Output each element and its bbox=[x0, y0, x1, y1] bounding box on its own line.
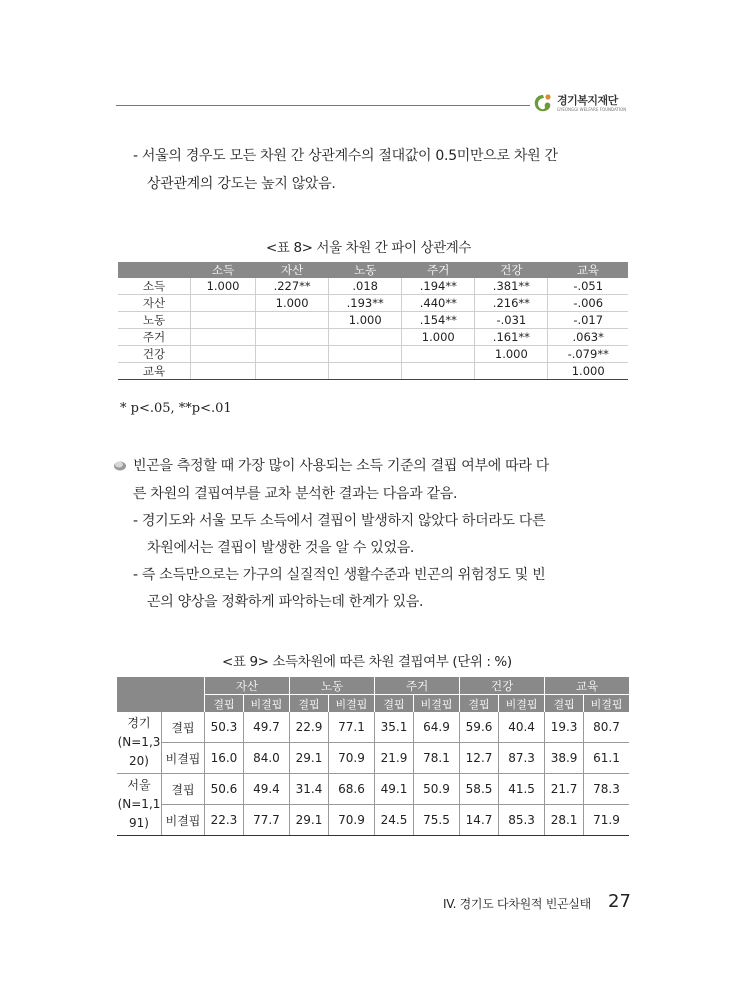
table9-sub-header: 결핍 bbox=[375, 695, 414, 713]
table8-col-header: 소득 bbox=[191, 262, 256, 278]
body-dash1-line1: - 경기도와 서울 모두 소득에서 결핍이 발생하지 않았다 하더라도 다른 bbox=[133, 513, 546, 529]
table9-corner bbox=[117, 677, 205, 712]
row-header: 건강 bbox=[118, 346, 191, 363]
table-row bbox=[117, 805, 629, 836]
table-cell: 14.7 bbox=[460, 805, 499, 836]
table-cell: .440** bbox=[402, 295, 475, 312]
table-cell: .381** bbox=[475, 278, 548, 295]
body-line-2: 른 차원의 결핍여부를 교차 분석한 결과는 다음과 같음. bbox=[133, 486, 458, 502]
logo-name: 경기복지재단 bbox=[557, 94, 618, 107]
table9-sub-header: 결핍 bbox=[290, 695, 329, 713]
table-cell bbox=[402, 346, 475, 363]
table-row bbox=[118, 312, 628, 329]
table-row bbox=[118, 278, 628, 295]
group-label-gyeonggi: 경기 (N=1,3 20) bbox=[117, 712, 162, 774]
table-cell bbox=[191, 312, 256, 329]
table-row bbox=[118, 346, 628, 363]
row-header: 노동 bbox=[118, 312, 191, 329]
category-cell: 결핍 bbox=[162, 774, 205, 805]
table-cell: 78.1 bbox=[413, 743, 459, 774]
table-cell: 77.1 bbox=[328, 712, 374, 743]
table8-col-header: 주거 bbox=[402, 262, 475, 278]
table-row bbox=[117, 743, 629, 774]
table-cell: .216** bbox=[475, 295, 548, 312]
table9-dimension-header: 주거 bbox=[375, 677, 460, 695]
table9-header-row bbox=[117, 677, 629, 695]
table-cell: 16.0 bbox=[205, 743, 244, 774]
table-cell: 1.000 bbox=[191, 278, 256, 295]
body-dash2-line1: - 즉 소득만으로는 가구의 실질적인 생활수준과 빈곤의 위험정도 및 빈 bbox=[133, 567, 546, 583]
foundation-logo bbox=[532, 92, 626, 114]
table-cell bbox=[191, 363, 256, 380]
body-line-1: 빈곤을 측정할 때 가장 많이 사용되는 소득 기준의 결핍 여부에 따라 다 bbox=[133, 458, 549, 474]
table9-sub-header: 결핍 bbox=[545, 695, 584, 713]
table-cell: 31.4 bbox=[290, 774, 329, 805]
table-cell bbox=[191, 295, 256, 312]
table-cell: 22.3 bbox=[205, 805, 244, 836]
table-cell: .227** bbox=[256, 278, 329, 295]
table-cell: 77.7 bbox=[243, 805, 289, 836]
table-cell: 1.000 bbox=[548, 363, 628, 380]
table-cell: 21.9 bbox=[375, 743, 414, 774]
table9-sub-header: 비결핍 bbox=[243, 695, 289, 713]
table-cell bbox=[329, 363, 402, 380]
table-cell: 75.5 bbox=[413, 805, 459, 836]
table8-significance-note: * p<.05, **p<.01 bbox=[120, 401, 232, 416]
group-label-seoul: 서울 (N=1,1 91) bbox=[117, 774, 162, 836]
table9-sub-header: 결핍 bbox=[205, 695, 244, 713]
table-cell bbox=[475, 363, 548, 380]
table9-sub-header: 결핍 bbox=[460, 695, 499, 713]
table-cell: 24.5 bbox=[375, 805, 414, 836]
table-cell: 1.000 bbox=[402, 329, 475, 346]
table-cell: 19.3 bbox=[545, 712, 584, 743]
table-cell bbox=[329, 329, 402, 346]
table-cell: 38.9 bbox=[545, 743, 584, 774]
row-header: 소득 bbox=[118, 278, 191, 295]
table-cell: 50.3 bbox=[205, 712, 244, 743]
table-cell: 1.000 bbox=[256, 295, 329, 312]
table-cell: 78.3 bbox=[584, 774, 629, 805]
table-cell: -.079** bbox=[548, 346, 628, 363]
table-cell: 49.7 bbox=[243, 712, 289, 743]
table-cell: 61.1 bbox=[584, 743, 629, 774]
table-cell: -.031 bbox=[475, 312, 548, 329]
table8-header-row bbox=[118, 262, 628, 278]
row-header: 자산 bbox=[118, 295, 191, 312]
table-cell: 68.6 bbox=[328, 774, 374, 805]
table-row bbox=[118, 363, 628, 380]
table-row bbox=[117, 774, 629, 805]
table-cell bbox=[256, 312, 329, 329]
intro-line-2: 상관관계의 강도는 높지 않았음. bbox=[147, 176, 336, 192]
table-cell: 22.9 bbox=[290, 712, 329, 743]
table-cell: 21.7 bbox=[545, 774, 584, 805]
bullet-icon bbox=[113, 459, 127, 471]
category-cell: 비결핍 bbox=[162, 805, 205, 836]
table9 bbox=[117, 677, 629, 836]
table-cell: 85.3 bbox=[498, 805, 544, 836]
table-cell: .063* bbox=[548, 329, 628, 346]
page-number: 27 bbox=[608, 891, 631, 912]
table-row bbox=[118, 329, 628, 346]
table-cell: 87.3 bbox=[498, 743, 544, 774]
category-cell: 비결핍 bbox=[162, 743, 205, 774]
table9-dimension-header: 노동 bbox=[290, 677, 375, 695]
table-cell: 28.1 bbox=[545, 805, 584, 836]
header-rule bbox=[116, 105, 530, 106]
table9-sub-header: 비결핍 bbox=[328, 695, 374, 713]
table-cell: 80.7 bbox=[584, 712, 629, 743]
table-row bbox=[118, 295, 628, 312]
table-cell: 41.5 bbox=[498, 774, 544, 805]
intro-line-1: - 서울의 경우도 모든 차원 간 상관계수의 절대값이 0.5미만으로 차원 간 bbox=[133, 148, 558, 164]
table-cell: 29.1 bbox=[290, 805, 329, 836]
table-cell: -.006 bbox=[548, 295, 628, 312]
table8-col-header: 자산 bbox=[256, 262, 329, 278]
table-cell: -.051 bbox=[548, 278, 628, 295]
table-cell bbox=[256, 346, 329, 363]
table9-dimension-header: 자산 bbox=[205, 677, 290, 695]
body-dash1-line2: 차원에서는 결핍이 발생한 것을 알 수 있었음. bbox=[147, 540, 415, 556]
table-cell bbox=[191, 329, 256, 346]
table-cell: 70.9 bbox=[328, 805, 374, 836]
logo-swirl-icon bbox=[532, 92, 554, 114]
table8-col-header: 교육 bbox=[548, 262, 628, 278]
table-cell: 1.000 bbox=[475, 346, 548, 363]
table-cell: 58.5 bbox=[460, 774, 499, 805]
table-cell bbox=[256, 363, 329, 380]
table8-corner bbox=[118, 262, 191, 278]
table-cell bbox=[402, 363, 475, 380]
table-cell bbox=[329, 346, 402, 363]
table-cell: 71.9 bbox=[584, 805, 629, 836]
table-cell: 70.9 bbox=[328, 743, 374, 774]
table9-sub-header: 비결핍 bbox=[413, 695, 459, 713]
table9-sub-header: 비결핍 bbox=[584, 695, 629, 713]
table-cell: 59.6 bbox=[460, 712, 499, 743]
table9-dimension-header: 교육 bbox=[545, 677, 629, 695]
table-cell: .193** bbox=[329, 295, 402, 312]
category-cell: 결핍 bbox=[162, 712, 205, 743]
footer-chapter-title: IV. 경기도 다차원적 빈곤실태 bbox=[443, 897, 591, 911]
table8-col-header: 건강 bbox=[475, 262, 548, 278]
table-cell: .154** bbox=[402, 312, 475, 329]
table8-col-header: 노동 bbox=[329, 262, 402, 278]
table-cell: 29.1 bbox=[290, 743, 329, 774]
row-header: 교육 bbox=[118, 363, 191, 380]
table-cell: 84.0 bbox=[243, 743, 289, 774]
table-cell: 1.000 bbox=[329, 312, 402, 329]
table9-dimension-header: 건강 bbox=[460, 677, 545, 695]
table8 bbox=[118, 262, 628, 380]
table-cell: 64.9 bbox=[413, 712, 459, 743]
table-cell: .018 bbox=[329, 278, 402, 295]
table-cell: 50.9 bbox=[413, 774, 459, 805]
body-dash2-line2: 곤의 양상을 정확하게 파악하는데 한계가 있음. bbox=[147, 594, 424, 610]
table-cell: 49.1 bbox=[375, 774, 414, 805]
table8-caption: <표 8> 서울 차원 간 파이 상관계수 bbox=[266, 240, 472, 256]
table-cell: -.017 bbox=[548, 312, 628, 329]
table-cell: .194** bbox=[402, 278, 475, 295]
table-cell: .161** bbox=[475, 329, 548, 346]
table-cell: 50.6 bbox=[205, 774, 244, 805]
table-cell: 40.4 bbox=[498, 712, 544, 743]
table-cell: 49.4 bbox=[243, 774, 289, 805]
row-header: 주거 bbox=[118, 329, 191, 346]
table9-sub-header: 비결핍 bbox=[498, 695, 544, 713]
table-row bbox=[117, 712, 629, 743]
table-cell bbox=[256, 329, 329, 346]
table9-caption: <표 9> 소득차원에 따른 차원 결핍여부 (단위 : %) bbox=[222, 654, 512, 670]
logo-subtitle: GYEONGGI WELFARE FOUNDATION bbox=[557, 107, 627, 112]
table-cell: 12.7 bbox=[460, 743, 499, 774]
table-cell bbox=[191, 346, 256, 363]
table-cell: 35.1 bbox=[375, 712, 414, 743]
